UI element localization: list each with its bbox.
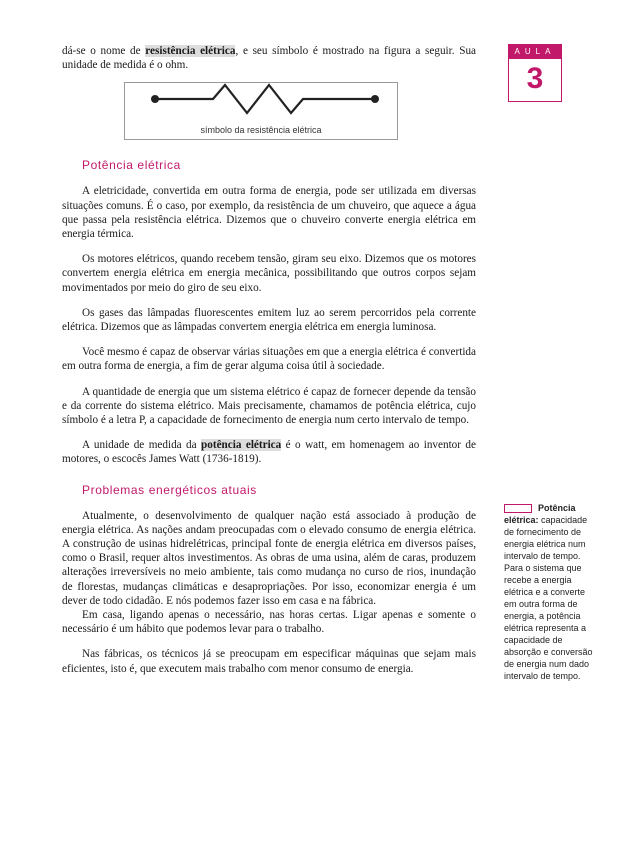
intro-highlight: resistência elétrica: [145, 45, 236, 57]
paragraph-watt: [62, 438, 476, 466]
figure-caption: símbolo da resistência elétrica: [200, 125, 322, 136]
paragraph: A eletricidade, convertida em outra forma de energia, pode ser utilizada em diversas situações comuns. É o caso, por exemplo, da resistência de um chuveiro, que aquece a água que passa pela resistência elétrica. Dizemos que o chuveiro converte energia elétrica em energia térmica.: [62, 185, 476, 241]
paragraph: Os gases das lâmpadas fluorescentes emitem luz ao serem percorridos pela corrente elétrica. Dizemos que as lâmpadas convertem energia elétrica em energia luminosa.: [62, 306, 476, 334]
watt-highlight: potência elétrica: [201, 439, 282, 452]
paragraph: Você mesmo é capaz de observar várias situações em que a energia elétrica é convertida em outra forma de energia, a fim de gerar alguma coisa útil à sociedade.: [62, 346, 476, 373]
paragraph: A quantidade de energia que um sistema elétrico é capaz de fornecer depende da tensão e da corrente do sistema elétrico. Mais precisamente, chamamos de potência elétrica, cujo símbolo é a letra P, a capacidade de fornecimento de energia num certo intervalo de tempo.: [62, 385, 476, 427]
section-title-potencia: Potência elétrica: [82, 158, 181, 173]
watt-text-before: A unidade de medida da: [82, 439, 202, 452]
sidenote-text: capacidade de fornecimento de energia elétrica num intervalo de tempo. Para o sistema que recebe a energia elétrica e a converte em outra forma de energia, a potência elétrica representa a capacidade de absorção e conversão de energia num dado intervalo de tempo.: [504, 515, 593, 681]
paragraph: Nas fábricas, os técnicos já se preocupam em especificar máquinas que sejam mais eficientes, isto é, que executem mais trabalho com menor consumo de energia.: [62, 648, 476, 675]
lesson-label: AULA: [509, 45, 561, 59]
intro-text-before: dá-se o nome de: [62, 45, 146, 57]
paragraph: Os motores elétricos, quando recebem tensão, giram seu eixo. Dizemos que os motores convertem energia elétrica em energia mecânica, possibilitando que outros corpos sejam movimentados por meio do giro de seu eixo.: [62, 253, 476, 294]
lesson-badge: [508, 44, 562, 102]
sidenote-term: Potência elétrica:: [504, 503, 576, 525]
sidenote-definition: [504, 502, 596, 682]
watt-text-after: é o watt, em homenagem ao inventor de motores, o escocês James Watt (1736-1819).: [62, 439, 476, 466]
sidenote-marker-icon: [504, 504, 532, 513]
paragraph: Atualmente, o desenvolvimento de qualquer nação está associado à produção de energia elétrica. As nações andam preocupadas com o elevado consumo de energia elétrica. A construção de usinas hidrelétricas, principal fonte de energia elétrica em diversos países, como o Brasil, requer altos investimentos. As obras de uma usina, além de caras, produzem alterações irreversíveis no meio ambiente, tais como mudança no curso de rios, inundação de florestas, mudanças climáticas e desapropriações. Por isso, economizar energia é um dever de todo cidadão. E nós podemos fazer isso em casa e na fábrica.: [62, 509, 476, 607]
intro-text-after: , e seu símbolo é mostrado na figura a seguir. Sua unidade de medida é o ohm.: [62, 45, 476, 72]
paragraph: Em casa, ligando apenas o necessário, nas horas certas. Ligar apenas e somente o necessário é um hábito que podemos levar para o trabalho.: [62, 609, 476, 636]
lesson-number: 3: [526, 62, 544, 95]
resistor-figure: [124, 82, 398, 140]
main-column: [62, 44, 476, 687]
intro-paragraph: [62, 44, 476, 72]
section-title-problemas: Problemas energéticos atuais: [82, 482, 257, 497]
